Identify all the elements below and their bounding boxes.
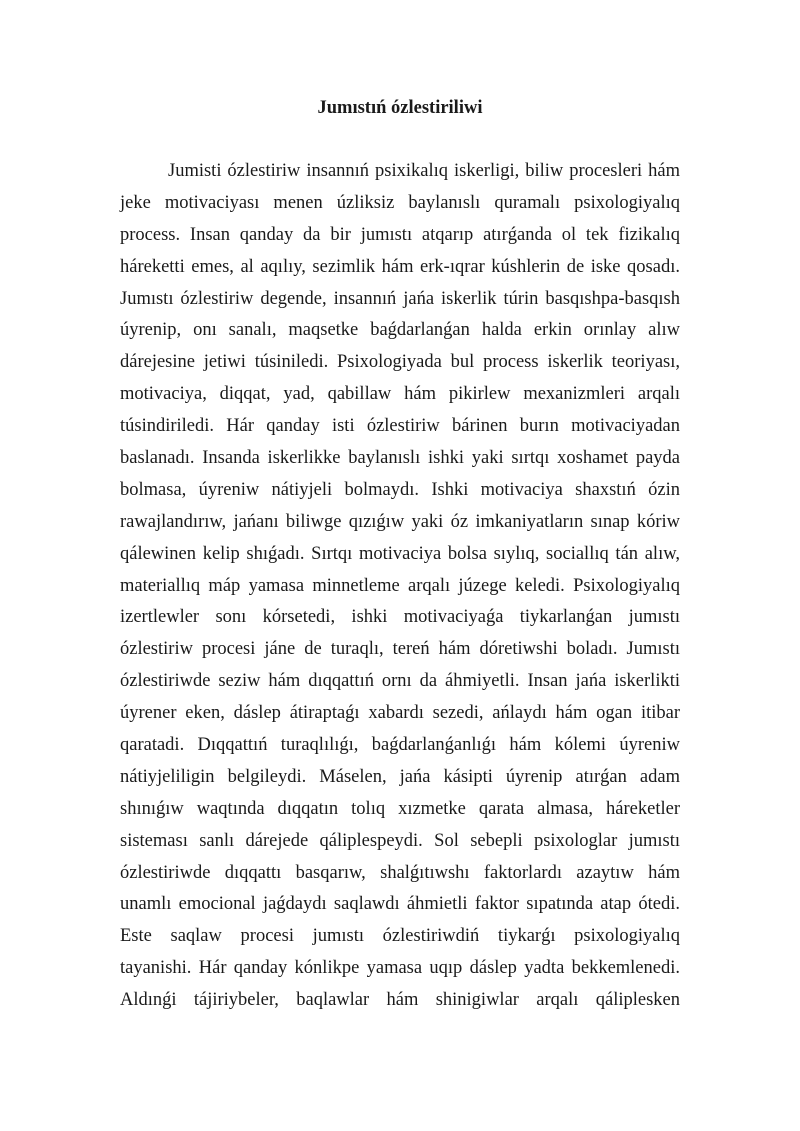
paragraph-line: bolmasa, úyreniw nátiyjeli bolmaydı. Ishki motivaciya shaxstıń ózin <box>120 479 680 500</box>
paragraph-line: úyrenip, onı sanalı, maqsetke baǵdarlanǵan halda erkin orınlay alıw <box>120 320 680 341</box>
paragraph-line: qaratadi. Dıqqattıń turaqlılıǵı, baǵdarlanǵanlıǵı hám kólemi úyreniw <box>120 735 680 756</box>
paragraph-line: baslanadı. Insanda iskerlikke baylanıslı ishki yaki sırtqı xoshamet payda <box>120 448 680 469</box>
paragraph-line: ózlestiriwde seziw hám dıqqattıń ornı da áhmiyetli. Insan jańa iskerlikti <box>120 671 680 692</box>
paragraph-line: sisteması sanlı dárejede qáliplespeydi. Sol sebepli psixologlar jumıstı <box>120 830 680 851</box>
paragraph-line: ózlestiriwde dıqqattı basqarıw, shalǵıtıwshı faktorlardı azaytıw hám <box>120 862 680 883</box>
document-title: Jumıstıń ózlestiriliwi <box>317 98 483 118</box>
paragraph-line: tayanishi. Hár qanday kónlikpe yamasa uqıp dáslep yadta bekkemlenedi. <box>120 958 680 979</box>
paragraph-line: ózlestiriw procesi jáne de turaqlı, tereń hám dóretiwshi boladı. Jumıstı <box>120 639 680 660</box>
paragraph-line: materiallıq máp yamasa minnetleme arqalı júzege keledi. Psixologiyalıq <box>120 575 680 596</box>
paragraph-line: izertlewler sonı kórsetedi, ishki motivaciyaǵa tiykarlanǵan jumıstı <box>120 607 680 628</box>
paragraph-line: túsindiriledi. Hár qanday isti ózlestiriw bárinen burın motivaciyadan <box>120 416 680 437</box>
paragraph-line: process. Insan qanday da bir jumıstı atqarıp atırǵanda ol tek fizikalıq <box>120 224 680 245</box>
document-body <box>120 156 680 1017</box>
paragraph-line: qálewinen kelip shıǵadı. Sırtqı motivaciya bolsa sıylıq, sociallıq tán alıw, <box>120 543 680 564</box>
paragraph-line: shınıǵıw waqtında dıqqatın tolıq xızmetke qarata almasa, háreketler <box>120 798 680 819</box>
paragraph-line: jeke motivaciyası menen úzliksiz baylanıslı quramalı psixologiyalıq <box>120 192 680 213</box>
paragraph-line: Jumıstı ózlestiriw degende, insannıń jańa iskerlik túrin basqıshpa-basqısh <box>120 288 680 309</box>
paragraph-line: dárejesine jetiwi túsiniledi. Psixologiyada bul process iskerlik teoriyası, <box>120 352 680 373</box>
paragraph-line: rawajlandırıw, jańanı biliwge qızıǵıw yaki óz imkaniyatların sınap kóriw <box>120 511 680 532</box>
paragraph-line: Jumisti ózlestiriw insannıń psixikalıq iskerligi, biliw procesleri hám <box>168 161 680 181</box>
paragraph-line: motivaciya, diqqat, yad, qabillaw hám pikirlew mexanizmleri arqalı <box>120 384 680 405</box>
paragraph-line: unamlı emocional jaǵdaydı saqlawdı áhmietli faktor sıpatında atap ótedi. <box>120 894 680 915</box>
paragraph-line: úyrener eken, dáslep átiraptaǵı xabardı sezedi, ańlaydı hám ogan itibar <box>120 703 680 724</box>
paragraph-line: nátiyjeliligin belgileydi. Máselen, jańa kásipti úyrenip atırǵan adam <box>120 766 680 787</box>
paragraph-line: háreketti emes, al aqılıy, sezimlik hám erk-ıqrar kúshlerin de iske qosadı. <box>120 256 680 277</box>
paragraph-line: Este saqlaw procesi jumıstı ózlestiriwdiń tiykarǵı psixologiyalıq <box>120 926 680 947</box>
paragraph-line: Aldınǵi tájiriybeler, baqlawlar hám shinigiwlar arqalı qáliplesken <box>120 990 680 1011</box>
